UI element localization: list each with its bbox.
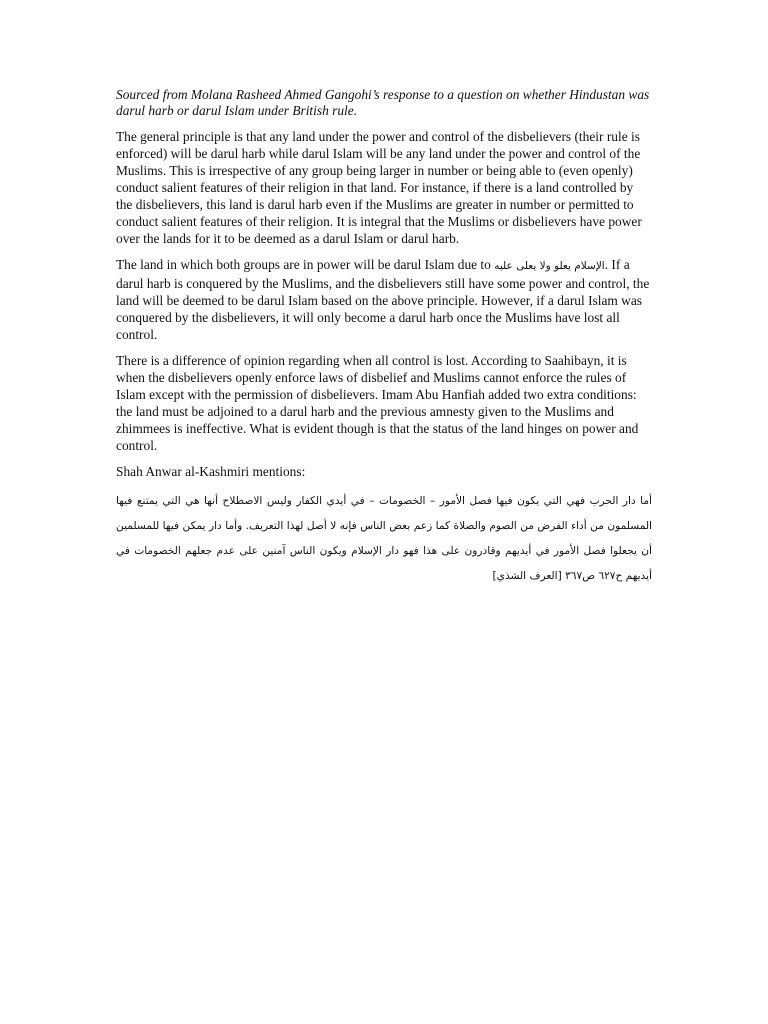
paragraph-general-principle: The general principle is that any land under the power and control of the disbelievers (their rule is enforced) will be darul harb while darul Islam will be any land under the power and control of the Muslims. This is irrespective of any group being larger in number or being able to (even openly) conduct salient features of their religion in that land. For instance, if there is a land controlled by the disbelievers, this land is darul harb even if the Muslims are greater in number or permitted to conduct salient features of their religion. It is integral that the Muslims or disbelievers have power over the lands for it to be deemed as a darul Islam or darul harb.	[116, 129, 642, 246]
arabic-inline-quote: الإسلام يعلو ولا يعلى عليه	[494, 260, 605, 272]
intro-note: Sourced from Molana Rasheed Ahmed Gangohi’s response to a question on whether Hindustan was darul harb or darul Islam under British rule.	[116, 87, 650, 118]
document-page	[116, 87, 652, 589]
paragraph-both-groups-start: The land in which both groups are in power will be darul Islam due to	[116, 257, 495, 272]
arabic-quote: أما دار الحرب فهي التي يكون فيها فصل الأمور – الخصومات – في أيدي الكفار وليس الاصطلاح أنها هي التي يمتنع فيها المسلمون من أداء الفرض من الصوم والصلاة كما زعم بعض الناس فإنه لا أصل لهذا التعريف. وأما دار يمكن فيها للمسلمين أن يجعلوا فصل الأمور في أيديهم وقادرون على هذا فهو دار الإسلام ويكون الناس آمنين على عدم جعلهم الخصومات في أيديهم ح٦٢٧ ص٣٦٧ [العرف الشذي]	[116, 495, 652, 582]
paragraph-both-groups-end: . If a darul harb is conquered by the Muslims, and the disbelievers still have some power and control, the land will be deemed to be darul Islam based on the above principle. However, if a darul Islam was conquered by the disbelievers, it will only become a darul harb once the Muslims have lost all control.	[116, 257, 650, 342]
quote-lead: Shah Anwar al-Kashmiri mentions:	[116, 464, 306, 479]
paragraph-difference-of-opinion: There is a difference of opinion regarding when all control is lost. According to Saahibayn, it is when the disbelievers openly enforce laws of disbelief and Muslims cannot enforce the rules of Islam except with the permission of disbelievers. Imam Abu Hanfiah added two extra conditions: the land must be adjoined to a darul harb and the previous amnesty given to the Muslims and zhimmees is ineffective. What is evident though is that the status of the land hinges on power and control.	[116, 353, 639, 453]
paragraph-both-groups	[116, 256, 652, 343]
